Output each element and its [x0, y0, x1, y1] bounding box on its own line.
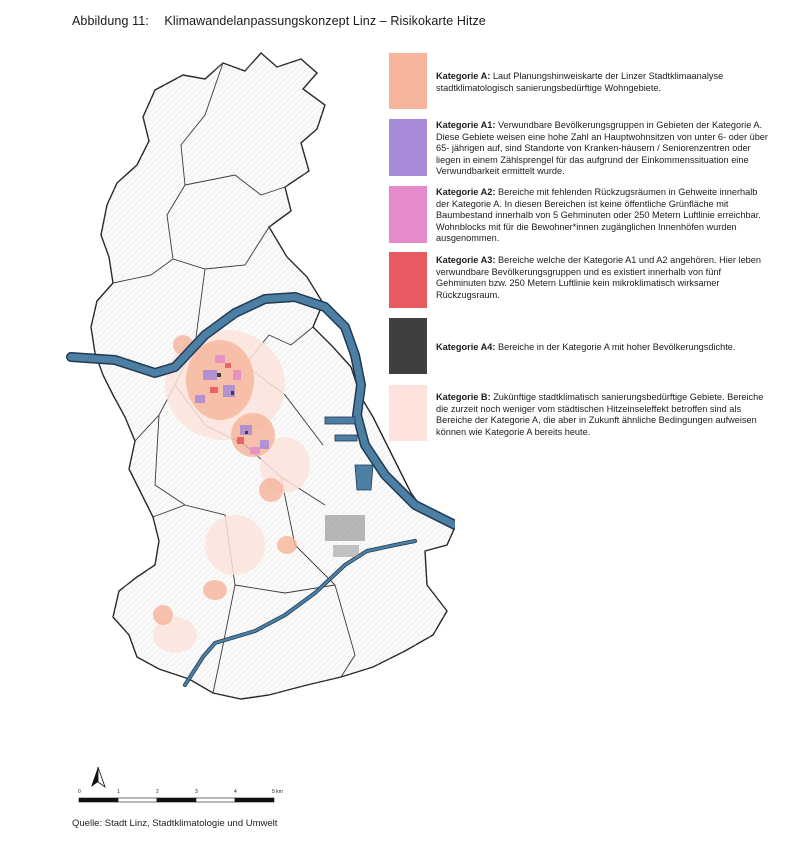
legend-text-b: Zukünftige stadtklimatisch sanierungsbedürftige Gebiete. Bereiche die zurzeit noch weniger vom städtischen Hitzeinseleffekt betroffen sind als Bereiche der Kategorie A, die aber in Zukunft ähnliche Bedingungen aufweisen können wie Kategorie A bereits heute. — [436, 392, 764, 437]
legend-item-a4 — [389, 318, 769, 374]
north-arrow-icon — [91, 767, 105, 787]
scale-tick-5: 5 km — [272, 789, 283, 795]
legend-label-a: Kategorie A: — [436, 71, 491, 81]
legend-item-a — [389, 53, 769, 109]
scale-bar — [78, 765, 318, 809]
scale-tick-0: 0 — [78, 789, 81, 795]
legend-label-a1: Kategorie A1: — [436, 120, 496, 130]
legend-swatch-a2 — [389, 186, 427, 243]
source-note: Quelle: Stadt Linz, Stadtklimatologie und Umwelt — [72, 818, 278, 829]
figure-title — [72, 14, 486, 28]
legend-item-b — [389, 385, 769, 441]
scale-segments — [79, 798, 274, 802]
legend-text-a: Laut Planungshinweiskarte der Linzer Stadtklimaanalyse stadtklimatologisch sanierungsbedürftige Wohngebiete. — [436, 71, 724, 93]
legend-item-a2 — [389, 186, 769, 245]
figure-caption: Klimawandelanpassungskonzept Linz – Risikokarte Hitze — [164, 14, 486, 28]
legend-swatch-a3 — [389, 252, 427, 308]
scale-ticks — [78, 789, 283, 795]
legend-swatch-a — [389, 53, 427, 109]
legend-label-a4: Kategorie A4: — [436, 342, 496, 352]
legend-swatch-a1 — [389, 119, 427, 176]
legend-label-b: Kategorie B: — [436, 392, 491, 402]
legend-item-a3 — [389, 252, 769, 308]
scale-tick-4: 4 — [234, 789, 237, 795]
legend-text-a1: Verwundbare Bevölkerungsgruppen in Gebieten der Kategorie A. Diese Gebiete weisen eine hohe Zahl an Hauptwohnsitzen von unter 6- oder über 65- jährigen auf, sind Standorte von Kranken-häusern / Seniorenzentren oder liegen in einem Zählsprengel für das aufgrund der Einkommenssituation eine Verwundbarkeit ermittelt wurde. — [436, 120, 768, 177]
scale-tick-3: 3 — [195, 789, 198, 795]
scale-tick-2: 2 — [156, 789, 159, 795]
legend-label-a2: Kategorie A2: — [436, 187, 496, 197]
scale-tick-1: 1 — [117, 789, 120, 795]
legend-swatch-a4 — [389, 318, 427, 374]
legend-text-a4: Bereiche in der Kategorie A mit hoher Bevölkerungsdichte. — [497, 342, 736, 352]
legend-item-a1 — [389, 119, 769, 178]
legend-label-a3: Kategorie A3: — [436, 255, 496, 265]
legend-text-a2: Bereiche mit fehlenden Rückzugsräumen in Gehweite innerhalb der Kategorie A. In diesen Bereichen ist keine öffentliche Grünfläche mit Baumbestand innerhalb von 5 Gehminuten oder 250 Metern Luftlinie erreichbar. Wohnblocks mit für die Bewohner*innen zugänglichen Innenhöfen wurden ausgenommen. — [436, 187, 761, 244]
figure-number: Abbildung 11: — [72, 14, 149, 28]
legend-text-a3: Bereiche welche der Kategorie A1 und A2 angehören. Hier leben verwundbare Bevölkerungsgruppen und es existiert innerhalb von fünf Gehminuten bzw. 250 Metern Luftlinie kein mikroklimatisch wirksamer Rückzugsraum. — [436, 255, 762, 300]
legend-swatch-b — [389, 385, 427, 441]
